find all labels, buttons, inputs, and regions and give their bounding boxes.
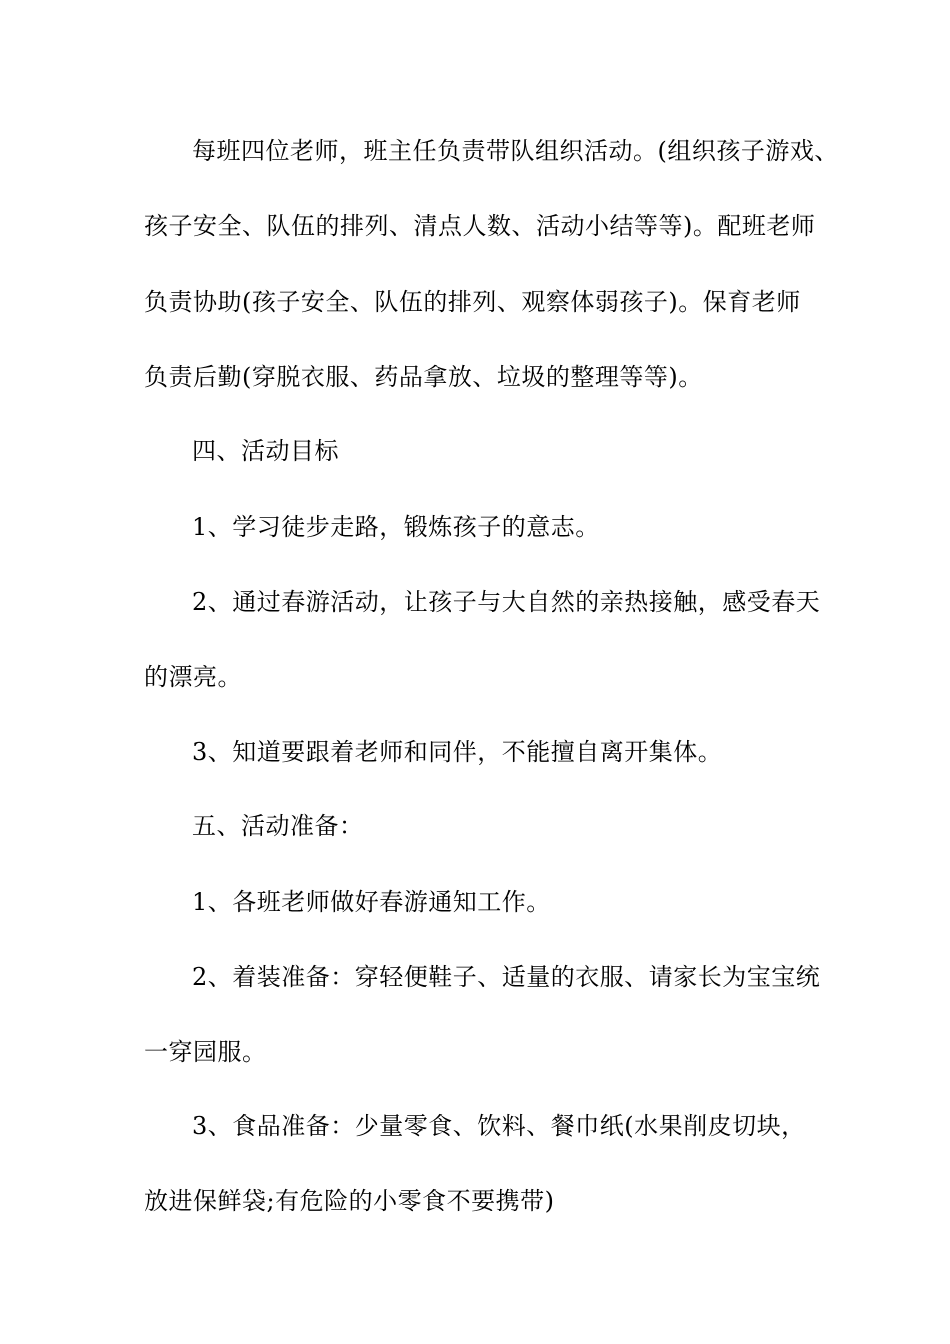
goal-item-3: 3、知道要跟着老师和同伴，不能擅自离开集体。	[192, 738, 723, 766]
paragraph-staffing-line-2: 孩子安全、队伍的排列、清点人数、活动小结等等)。配班老师	[144, 212, 816, 240]
goal-item-2-line-1: 2、通过春游活动，让孩子与大自然的亲热接触，感受春天	[192, 588, 821, 616]
paragraph-staffing-line-4: 负责后勤(穿脱衣服、药品拿放、垃圾的整理等等)。	[144, 363, 703, 391]
goal-item-2-line-2: 的漂亮。	[144, 663, 242, 691]
prep-item-3-line-1: 3、食品准备：少量零食、饮料、餐巾纸(水果削皮切块，	[192, 1112, 806, 1140]
section-heading-preparation: 五、活动准备：	[192, 812, 364, 840]
prep-item-2-line-2: 一穿园服。	[144, 1038, 267, 1066]
paragraph-staffing-line-3: 负责协助(孩子安全、队伍的排列、观察体弱孩子)。保育老师	[144, 288, 801, 316]
prep-item-2-line-1: 2、着装准备：穿轻便鞋子、适量的衣服、请家长为宝宝统	[192, 963, 821, 991]
paragraph-staffing-line-1: 每班四位老师，班主任负责带队组织活动。(组织孩子游戏、	[192, 137, 839, 165]
prep-item-3-line-2: 放进保鲜袋;有危险的小零食不要携带)	[144, 1187, 555, 1215]
prep-item-1: 1、各班老师做好春游通知工作。	[192, 888, 551, 916]
goal-item-1: 1、学习徒步走路，锻炼孩子的意志。	[192, 513, 600, 541]
section-heading-goals: 四、活动目标	[192, 437, 339, 465]
